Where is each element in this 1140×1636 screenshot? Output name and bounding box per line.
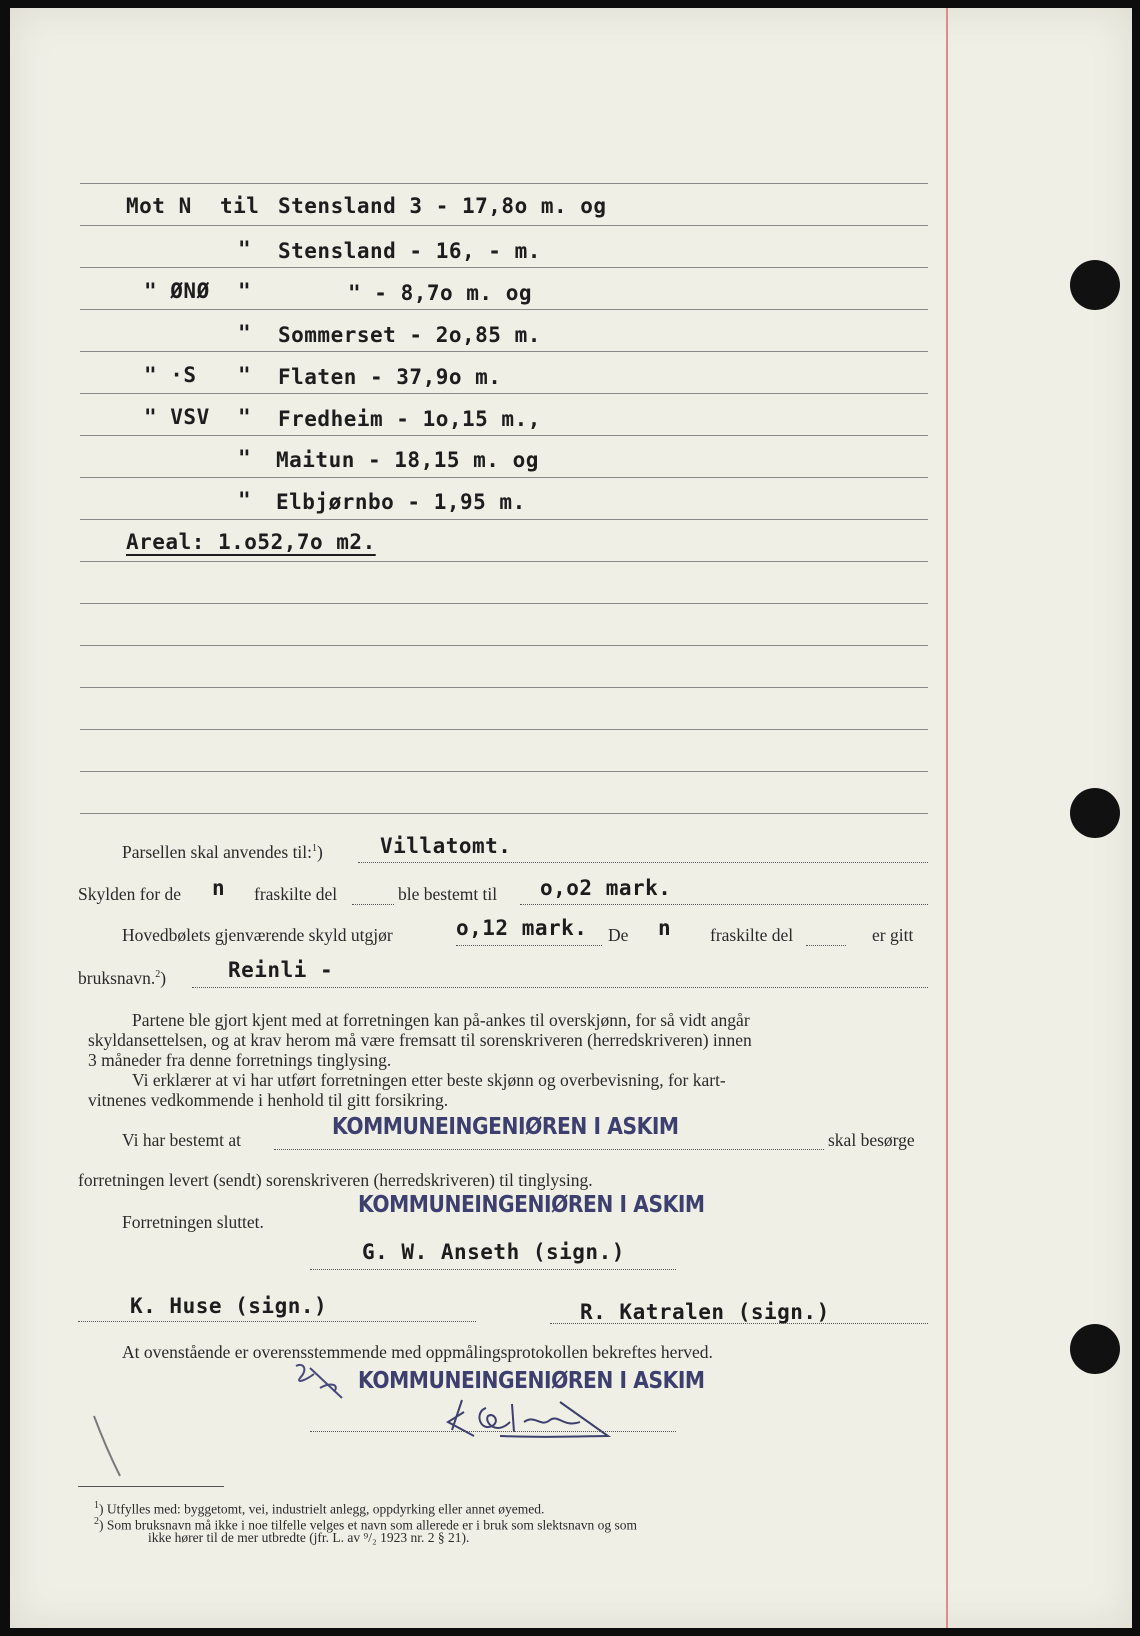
footnote-rule	[78, 1486, 224, 1487]
ruled-line	[80, 351, 928, 352]
boundary-dir: " ØNØ	[144, 279, 210, 303]
ruled-line	[80, 813, 928, 814]
ruled-line	[80, 603, 928, 604]
footnote-2: $^2$) Som bruksnavn må ikke i noe tilfelle velges et navn som allerede er i bruk som slektsnavn og som	[94, 1516, 638, 1533]
ruled-line	[80, 183, 928, 184]
dotted-line	[192, 986, 928, 988]
paragraph-line: Vi erklærer at vi har utført forretningen etter beste skjønn og overbevisning, for kart-	[132, 1070, 726, 1090]
footnote-2-cont: ikke hører til de mer utbredte (jfr. L. av ⁹/₂ 1923 nr. 2 § 21).	[148, 1530, 470, 1545]
hoved-label-c: fraskilte del	[710, 925, 794, 945]
levert-text: forretningen levert (sendt) sorenskriveren (herredskriveren) til tinglysing.	[78, 1170, 593, 1190]
confirm-text: At ovenstående er overensstemmende med oppmålingsprotokollen bekreftes herved.	[122, 1342, 713, 1362]
boundary-text: Fredheim - 1o,15 m.,	[278, 407, 541, 431]
bestemt-label-b: skal besørge	[828, 1130, 915, 1150]
hoved-label-d: er gitt	[872, 925, 914, 945]
boundary-til: til	[220, 194, 260, 218]
skyld-label-c: ble bestemt til	[398, 884, 498, 904]
ruled-line	[80, 309, 928, 310]
boundary-til: "	[238, 488, 252, 512]
ruled-line	[80, 519, 928, 520]
ruled-line	[80, 687, 928, 688]
boundary-text: Sommerset - 2o,85 m.	[278, 323, 541, 347]
dotted-line	[274, 1148, 824, 1150]
bruk-value: Reinli -	[228, 958, 334, 982]
document-page	[10, 8, 1132, 1628]
ruled-line	[80, 477, 928, 478]
boundary-text: Maitun - 18,15 m. og	[276, 448, 539, 472]
skyld-n: n	[212, 876, 226, 900]
punch-hole	[1070, 788, 1120, 838]
declaration-paragraph	[88, 1070, 928, 1110]
boundary-dir: " ·S	[144, 363, 197, 387]
dotted-line	[456, 944, 602, 946]
use-value: Villatomt.	[380, 834, 512, 858]
appeal-paragraph	[88, 1010, 928, 1070]
punch-hole	[1070, 1324, 1120, 1374]
boundary-text: Stensland 3 - 17,8o m. og	[278, 194, 607, 218]
boundary-text: Elbjørnbo - 1,95 m.	[276, 490, 526, 514]
signature-left: K. Huse (sign.)	[130, 1294, 328, 1318]
footnote-1: $^1$) Utfylles med: byggetomt, vei, industrielt anlegg, oppdyrking eller annet øyemed.	[94, 1500, 545, 1517]
skyld-label: Skylden for de	[78, 884, 182, 904]
dotted-line	[806, 944, 846, 946]
signature-scribble	[290, 1358, 370, 1404]
boundary-til: "	[238, 363, 252, 387]
margin-line	[946, 8, 948, 1628]
skyld-value: o,o2 mark.	[540, 876, 672, 900]
dotted-line	[358, 861, 928, 863]
hoved-value: o,12 mark.	[456, 916, 588, 940]
punch-hole	[1070, 260, 1120, 310]
boundary-dir: " VSV	[144, 405, 210, 429]
skyld-label-b: fraskilte del	[254, 884, 338, 904]
dotted-line	[78, 1320, 476, 1322]
dotted-line	[310, 1268, 676, 1270]
boundary-text: Flaten - 37,9o m.	[278, 365, 502, 389]
bestemt-label: Vi har bestemt at	[122, 1130, 241, 1150]
boundary-til: "	[238, 321, 252, 345]
boundary-til: "	[238, 446, 252, 470]
boundary-text: " - 8,7o m. og	[348, 281, 533, 305]
signature-right: R. Katralen (sign.)	[580, 1300, 830, 1324]
handwritten-signature	[440, 1392, 680, 1444]
boundary-til: "	[238, 279, 252, 303]
hoved-label: Hovedbølets gjenværende skyld utgjør	[122, 925, 393, 945]
boundary-til: "	[238, 405, 252, 429]
dotted-line	[550, 1322, 928, 1324]
paragraph-line: 3 måneder fra denne forretnings tinglysing.	[88, 1050, 392, 1070]
ruled-line	[80, 225, 928, 226]
boundary-text: Stensland - 16, - m.	[278, 239, 541, 263]
hoved-n: n	[658, 916, 672, 940]
boundary-til: "	[238, 237, 252, 261]
ruled-line	[80, 729, 928, 730]
dotted-line	[310, 1430, 676, 1432]
ruled-line	[80, 771, 928, 772]
paragraph-line: Partene ble gjort kjent med at forretningen kan på-ankes til overskjønn, for så vidt angår	[132, 1010, 750, 1030]
ruled-line	[80, 561, 928, 562]
ruled-line	[80, 393, 928, 394]
boundary-dir: Mot N	[126, 194, 192, 218]
ruled-line	[80, 267, 928, 268]
signature-main: G. W. Anseth (sign.)	[362, 1240, 625, 1264]
municipal-stamp: KOMMUNEINGENIØREN I ASKIM	[358, 1368, 705, 1394]
ruled-line	[80, 435, 928, 436]
pencil-mark	[90, 1412, 130, 1482]
area-total: Areal: 1.o52,7o m2.	[126, 530, 376, 554]
sluttet-text: Forretningen sluttet.	[122, 1212, 264, 1232]
dotted-line	[520, 903, 928, 905]
ruled-line	[80, 645, 928, 646]
bruk-label: bruksnavn.$^2$)	[78, 968, 167, 988]
use-label: Parsellen skal anvendes til:$^1$)	[122, 842, 323, 862]
hoved-label-b: De	[608, 925, 629, 945]
municipal-stamp: KOMMUNEINGENIØREN I ASKIM	[358, 1192, 705, 1218]
paragraph-line: vitnenes vedkommende i henhold til gitt forsikring.	[88, 1090, 449, 1110]
municipal-stamp: KOMMUNEINGENIØREN I ASKIM	[332, 1114, 679, 1140]
dotted-line	[352, 903, 394, 905]
paragraph-line: skyldansettelsen, og at krav herom må være fremsatt til sorenskriveren (herredskriveren) innen	[88, 1030, 752, 1050]
